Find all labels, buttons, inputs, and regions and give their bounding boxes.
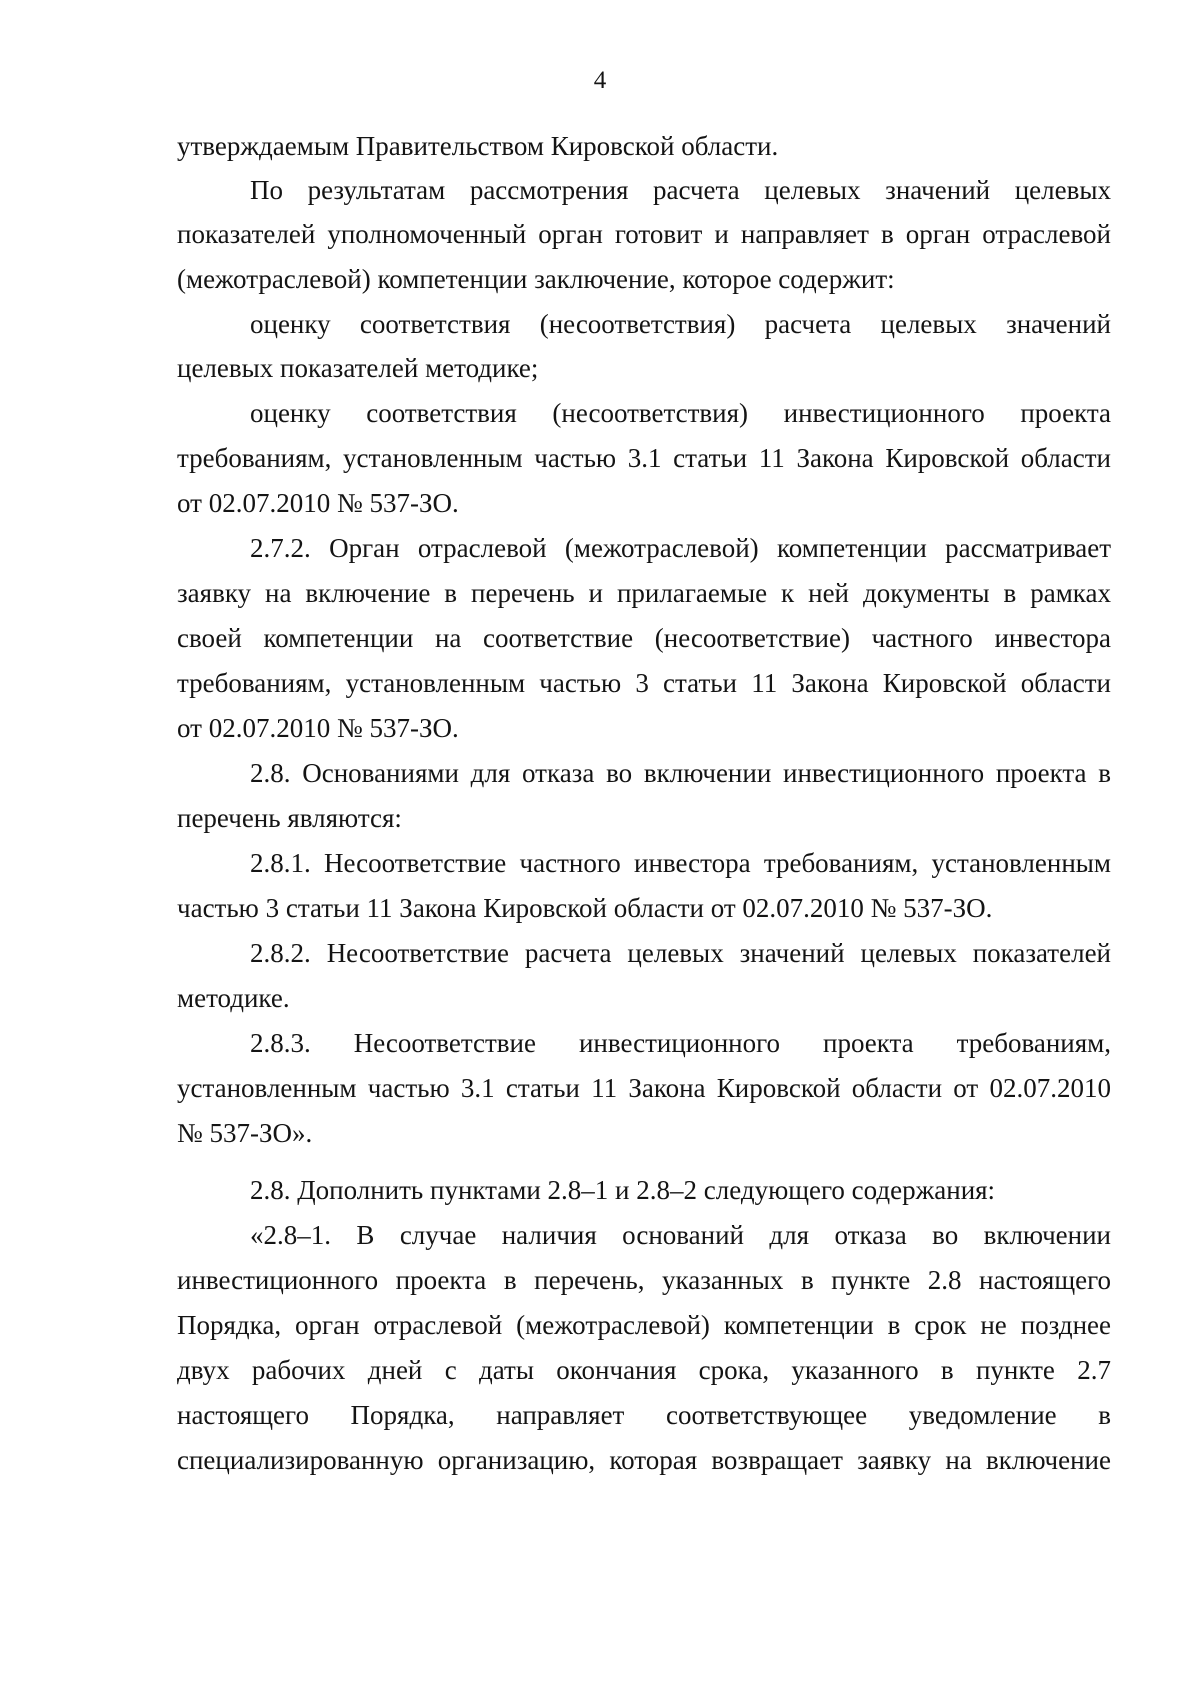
text-line: установленным частью 3.1 статьи 11 Закона Кировской области от 02.07.2010 [177,1073,1111,1103]
text-line: инвестиционного проекта в перечень, указанных в пункте 2.8 настоящего [177,1265,1111,1295]
text-line: показателей уполномоченный орган готовит и направляет в орган отраслевой [177,219,1111,249]
text-line: оценку соответствия (несоответствия) расчета целевых значений [250,309,1111,339]
text-line: По результатам рассмотрения расчета целевых значений целевых [250,175,1111,205]
text-line: от 02.07.2010 № 537-ЗО. [177,713,459,743]
text-line: «2.8–1. В случае наличия оснований для отказа во включении [250,1220,1111,1250]
text-line: своей компетенции на соответствие (несоответствие) частного инвестора [177,623,1111,653]
text-line: 2.8.2. Несоответствие расчета целевых значений целевых показателей [250,938,1111,968]
text-line: специализированную организацию, которая возвращает заявку на включение [177,1445,1111,1475]
text-line: оценку соответствия (несоответствия) инвестиционного проекта [250,398,1111,428]
text-line: требованиям, установленным частью 3.1 статьи 11 Закона Кировской области [177,443,1111,473]
text-line: заявку на включение в перечень и прилагаемые к ней документы в рамках [177,578,1111,608]
text-line: (межотраслевой) компетенции заключение, которое содержит: [177,264,895,294]
text-line: методике. [177,983,290,1013]
text-line: целевых показателей методике; [177,353,539,383]
text-line: № 537-ЗО». [177,1118,313,1148]
text-line: частью 3 статьи 11 Закона Кировской области от 02.07.2010 № 537-ЗО. [177,893,993,923]
page-number: 4 [593,67,607,94]
text-line: от 02.07.2010 № 537-ЗО. [177,488,459,518]
text-line: 2.8. Основаниями для отказа во включении инвестиционного проекта в [250,758,1111,788]
text-line: настоящего Порядка, направляет соответствующее уведомление в [177,1400,1111,1430]
text-line: двух рабочих дней с даты окончания срока, указанного в пункте 2.7 [177,1355,1111,1385]
text-line: 2.8. Дополнить пунктами 2.8–1 и 2.8–2 следующего содержания: [250,1175,996,1205]
text-line: утверждаемым Правительством Кировской области. [177,131,779,161]
text-line: 2.8.3. Несоответствие инвестиционного проекта требованиям, [250,1028,1111,1058]
text-line: требованиям, установленным частью 3 статьи 11 Закона Кировской области [177,668,1111,698]
text-line: Порядка, орган отраслевой (межотраслевой) компетенции в срок не позднее [177,1310,1111,1340]
text-line: 2.8.1. Несоответствие частного инвестора требованиям, установленным [250,848,1111,878]
text-line: перечень являются: [177,803,402,833]
text-line: 2.7.2. Орган отраслевой (межотраслевой) компетенции рассматривает [250,533,1111,563]
